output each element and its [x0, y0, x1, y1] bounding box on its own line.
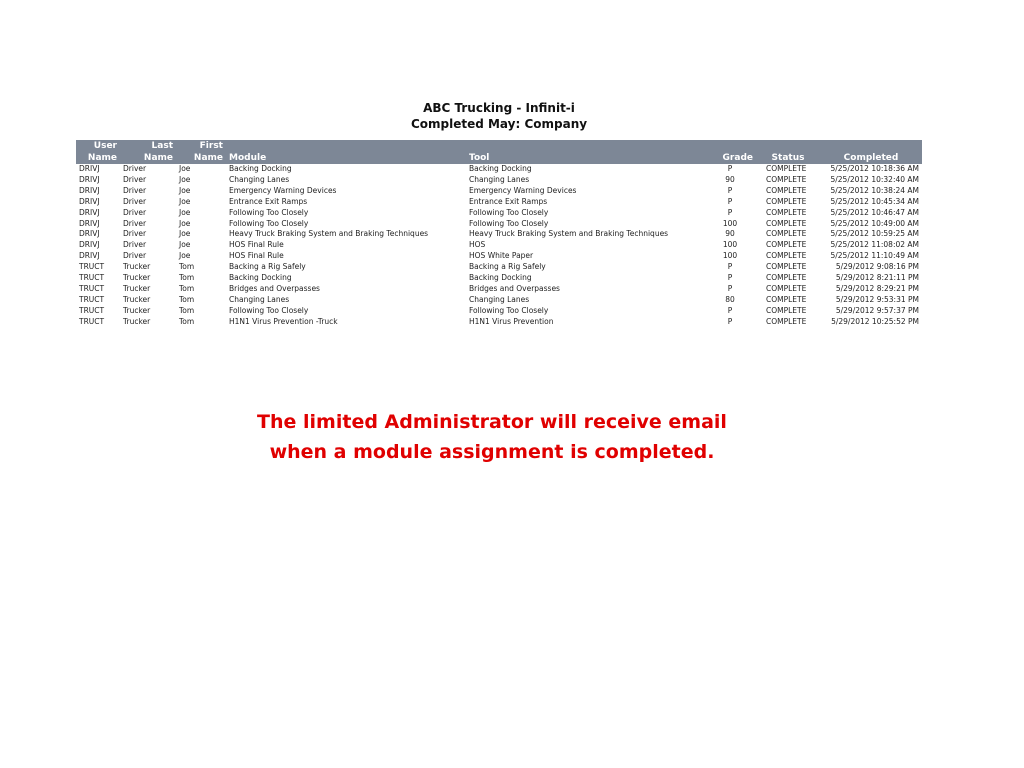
- grade-cell: P: [727, 283, 733, 293]
- status-cell: COMPLETE: [766, 251, 807, 261]
- first-name-cell: Joe: [179, 240, 191, 250]
- table-row: [76, 197, 922, 208]
- module-cell: HOS Final Rule: [229, 251, 284, 261]
- status-cell: COMPLETE: [766, 174, 807, 184]
- grade-cell: 100: [722, 251, 738, 261]
- completed-cell: 5/25/2012 10:18:36 AM: [830, 164, 919, 173]
- module-cell: Changing Lanes: [229, 294, 290, 304]
- first-name-cell: Joe: [179, 251, 191, 261]
- user-cell: TRUCT: [79, 283, 105, 293]
- grade-cell: 90: [725, 174, 735, 184]
- grade-cell: P: [727, 196, 733, 206]
- first-name-cell: Joe: [179, 185, 191, 195]
- table-row: [76, 208, 922, 219]
- last-name-cell: Driver: [123, 174, 147, 184]
- last-name-cell: Driver: [123, 196, 147, 206]
- header-module: Module: [229, 153, 267, 163]
- status-cell: COMPLETE: [766, 229, 807, 239]
- completed-cell: 5/29/2012 10:25:52 PM: [831, 316, 919, 326]
- last-name-cell: Driver: [123, 207, 147, 217]
- module-cell: H1N1 Virus Prevention -Truck: [229, 316, 338, 326]
- status-cell: COMPLETE: [766, 262, 807, 272]
- status-cell: COMPLETE: [766, 240, 807, 250]
- admin-notice: [192, 407, 792, 467]
- last-name-cell: Trucker: [123, 283, 151, 293]
- table-row: [76, 219, 922, 230]
- first-name-cell: Joe: [179, 174, 191, 184]
- last-name-cell: Trucker: [123, 262, 151, 272]
- header-user-name: Name: [87, 153, 117, 163]
- first-name-cell: Joe: [179, 164, 191, 173]
- first-name-cell: Joe: [179, 229, 191, 239]
- user-cell: DRIVJ: [79, 185, 100, 195]
- header-row-bottom: [76, 152, 922, 164]
- header-grade: Grade: [722, 153, 753, 163]
- tool-cell: Bridges and Overpasses: [469, 283, 560, 293]
- user-cell: DRIVJ: [79, 240, 100, 250]
- module-cell: Changing Lanes: [229, 174, 290, 184]
- module-cell: Heavy Truck Braking System and Braking Techniques: [229, 229, 429, 239]
- table-body: [76, 164, 922, 328]
- first-name-cell: Joe: [179, 218, 191, 228]
- status-cell: COMPLETE: [766, 196, 807, 206]
- grade-cell: P: [727, 316, 733, 326]
- last-name-cell: Driver: [123, 218, 147, 228]
- tool-cell: Emergency Warning Devices: [469, 185, 577, 195]
- user-cell: TRUCT: [79, 305, 105, 315]
- first-name-cell: Joe: [179, 196, 191, 206]
- module-cell: Backing Docking: [229, 164, 292, 173]
- tool-cell: Following Too Closely: [469, 207, 549, 217]
- completed-cell: 5/29/2012 8:21:11 PM: [835, 273, 919, 283]
- module-cell: Bridges and Overpasses: [229, 283, 320, 293]
- header-tool: Tool: [469, 153, 490, 163]
- report-subtitle: Completed May: Company: [410, 117, 588, 131]
- header-tool-top: [466, 140, 704, 152]
- user-cell: DRIVJ: [79, 164, 100, 173]
- last-name-cell: Driver: [123, 229, 147, 239]
- user-cell: DRIVJ: [79, 207, 100, 217]
- table-row: [76, 186, 922, 197]
- tool-cell: Changing Lanes: [469, 174, 530, 184]
- table-row: [76, 240, 922, 251]
- header-first-name: Name: [193, 153, 223, 163]
- table-row: [76, 306, 922, 317]
- header-last-top: Last: [151, 141, 173, 151]
- table-row: [76, 284, 922, 295]
- header-grade-top: [704, 140, 756, 152]
- tool-cell: Entrance Exit Ramps: [469, 196, 548, 206]
- module-cell: Backing Docking: [229, 273, 292, 283]
- user-cell: DRIVJ: [79, 174, 100, 184]
- table-row: [76, 262, 922, 273]
- grade-cell: P: [727, 262, 733, 272]
- status-cell: COMPLETE: [766, 185, 807, 195]
- first-name-cell: Tom: [179, 294, 195, 304]
- completed-cell: 5/25/2012 10:32:40 AM: [830, 174, 919, 184]
- table-row: [76, 251, 922, 262]
- table-row: [76, 164, 922, 175]
- tool-cell: Backing Docking: [469, 273, 532, 283]
- user-cell: TRUCT: [79, 273, 105, 283]
- grade-cell: P: [727, 207, 733, 217]
- completed-cell: 5/25/2012 10:38:24 AM: [830, 185, 919, 195]
- completed-cell: 5/29/2012 9:08:16 PM: [835, 262, 919, 272]
- first-name-cell: Joe: [179, 207, 191, 217]
- user-cell: DRIVJ: [79, 196, 100, 206]
- last-name-cell: Trucker: [123, 316, 151, 326]
- completed-cell: 5/29/2012 9:53:31 PM: [835, 294, 919, 304]
- user-cell: DRIVJ: [79, 251, 100, 261]
- grade-cell: 80: [725, 294, 735, 304]
- tool-cell: Heavy Truck Braking System and Braking Techniques: [469, 229, 669, 239]
- completed-cell: 5/25/2012 10:45:34 AM: [830, 196, 919, 206]
- grade-cell: P: [727, 273, 733, 283]
- status-cell: COMPLETE: [766, 305, 807, 315]
- user-cell: TRUCT: [79, 316, 105, 326]
- user-cell: DRIVJ: [79, 218, 100, 228]
- grade-cell: P: [727, 185, 733, 195]
- tool-cell: HOS: [469, 240, 486, 250]
- status-cell: COMPLETE: [766, 207, 807, 217]
- module-cell: Entrance Exit Ramps: [229, 196, 308, 206]
- last-name-cell: Trucker: [123, 305, 151, 315]
- tool-cell: Backing Docking: [469, 164, 532, 173]
- module-cell: Following Too Closely: [229, 207, 309, 217]
- header-last-name: Name: [143, 153, 173, 163]
- completion-table: [76, 140, 922, 328]
- module-cell: Backing a Rig Safely: [229, 262, 306, 272]
- table-row: [76, 295, 922, 306]
- grade-cell: P: [727, 164, 733, 173]
- table-header: [76, 140, 922, 164]
- header-user-top: User: [93, 141, 117, 151]
- module-cell: Following Too Closely: [229, 305, 309, 315]
- header-completed: Completed: [843, 153, 899, 163]
- module-cell: Emergency Warning Devices: [229, 185, 337, 195]
- header-row-top: [76, 140, 922, 152]
- status-cell: COMPLETE: [766, 294, 807, 304]
- last-name-cell: Trucker: [123, 294, 151, 304]
- first-name-cell: Tom: [179, 316, 195, 326]
- notice-line-2: when a module assignment is completed.: [269, 441, 715, 463]
- module-cell: HOS Final Rule: [229, 240, 284, 250]
- table-row: [76, 317, 922, 328]
- last-name-cell: Driver: [123, 185, 147, 195]
- completed-cell: 5/25/2012 11:10:49 AM: [830, 251, 919, 261]
- completed-cell: 5/29/2012 8:29:21 PM: [835, 283, 919, 293]
- status-cell: COMPLETE: [766, 316, 807, 326]
- header-first-top: First: [199, 141, 223, 151]
- report-title: ABC Trucking - Infinit-i: [423, 101, 575, 115]
- module-cell: Following Too Closely: [229, 218, 309, 228]
- first-name-cell: Tom: [179, 273, 195, 283]
- completion-report: [76, 100, 922, 328]
- table-row: [76, 175, 922, 186]
- header-status-top: [756, 140, 820, 152]
- last-name-cell: Driver: [123, 251, 147, 261]
- status-cell: COMPLETE: [766, 273, 807, 283]
- tool-cell: HOS White Paper: [469, 251, 534, 261]
- tool-cell: Following Too Closely: [469, 305, 549, 315]
- grade-cell: 90: [725, 229, 735, 239]
- grade-cell: 100: [722, 240, 738, 250]
- completed-cell: 5/25/2012 10:49:00 AM: [830, 218, 919, 228]
- first-name-cell: Tom: [179, 262, 195, 272]
- last-name-cell: Driver: [123, 240, 147, 250]
- grade-cell: 100: [722, 218, 738, 228]
- table-row: [76, 229, 922, 240]
- header-status: Status: [771, 153, 805, 163]
- grade-cell: P: [727, 305, 733, 315]
- completed-cell: 5/25/2012 10:46:47 AM: [830, 207, 919, 217]
- tool-cell: Following Too Closely: [469, 218, 549, 228]
- last-name-cell: Driver: [123, 164, 147, 173]
- status-cell: COMPLETE: [766, 218, 807, 228]
- tool-cell: H1N1 Virus Prevention: [469, 316, 554, 326]
- completed-cell: 5/25/2012 11:08:02 AM: [830, 240, 919, 250]
- status-cell: COMPLETE: [766, 164, 807, 173]
- first-name-cell: Tom: [179, 283, 195, 293]
- tool-cell: Backing a Rig Safely: [469, 262, 546, 272]
- header-module-top: [226, 140, 466, 152]
- user-cell: TRUCT: [79, 262, 105, 272]
- completed-cell: 5/25/2012 10:59:25 AM: [830, 229, 919, 239]
- user-cell: TRUCT: [79, 294, 105, 304]
- first-name-cell: Tom: [179, 305, 195, 315]
- status-cell: COMPLETE: [766, 283, 807, 293]
- last-name-cell: Trucker: [123, 273, 151, 283]
- tool-cell: Changing Lanes: [469, 294, 530, 304]
- user-cell: DRIVJ: [79, 229, 100, 239]
- completed-cell: 5/29/2012 9:57:37 PM: [835, 305, 919, 315]
- notice-line-1: The limited Administrator will receive email: [257, 411, 727, 433]
- header-completed-top: [820, 140, 922, 152]
- table-row: [76, 273, 922, 284]
